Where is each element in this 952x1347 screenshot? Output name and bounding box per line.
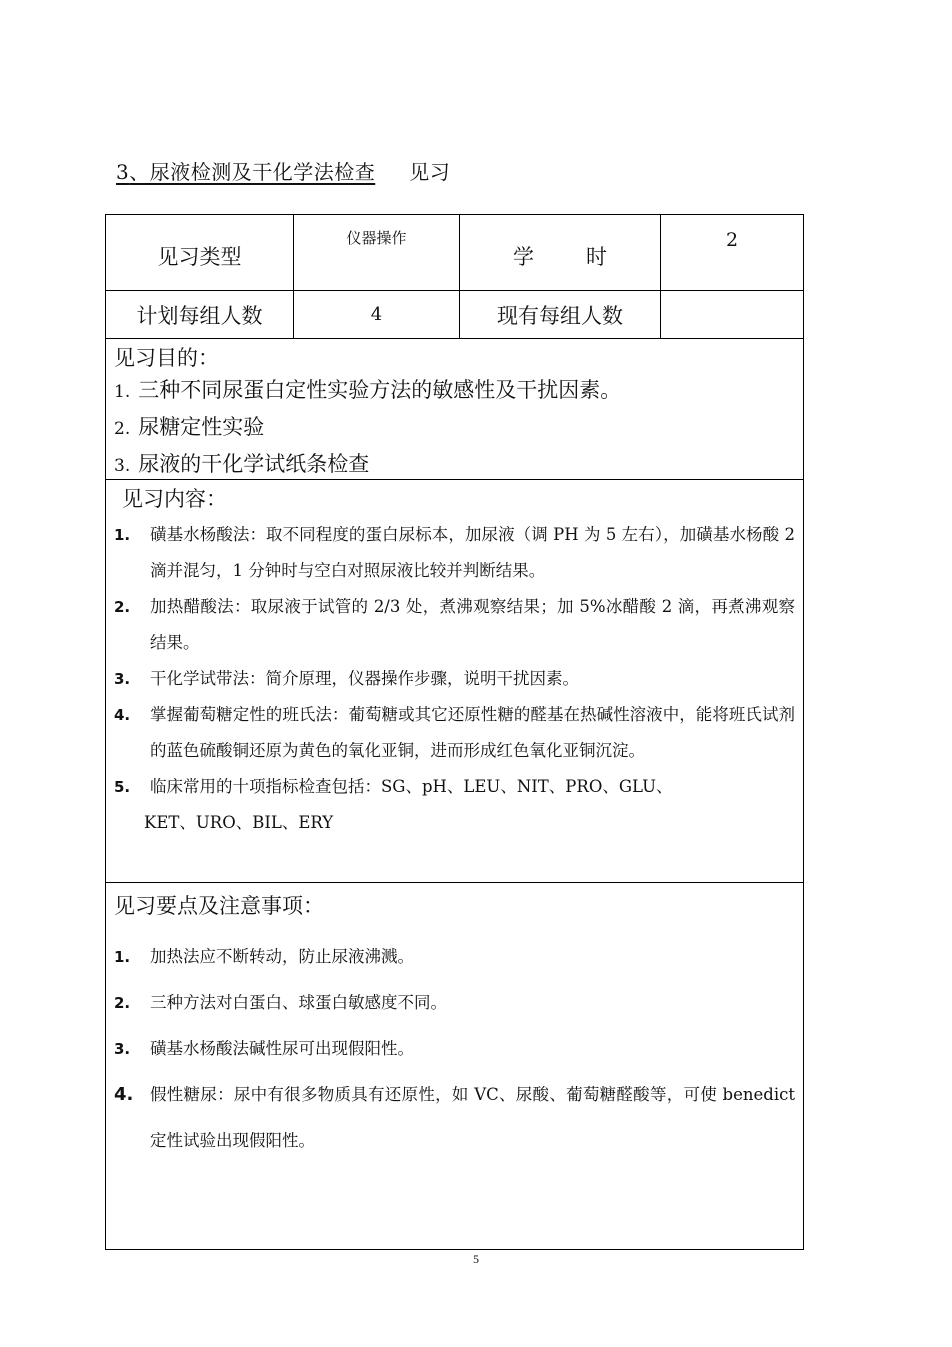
notes-section: [106, 882, 803, 1249]
current-label: 现有每组人数: [497, 303, 623, 328]
note-item: [114, 934, 803, 980]
planned-label: 计划每组人数: [136, 303, 263, 328]
content-item: [114, 589, 803, 661]
goal-item-text: 三种不同尿蛋白定性实验方法的敏感性及干扰因素。: [138, 378, 622, 402]
section-title-text: 、尿液检测及干化学法检查: [129, 160, 376, 184]
note-item-text: 加热法应不断转动，防止尿液沸溅。: [150, 947, 414, 966]
hours-label-2: 时: [586, 244, 607, 269]
note-item-number: 2.: [114, 994, 131, 1012]
content-section: [106, 479, 803, 882]
current-label-cell: [459, 291, 660, 338]
content-item-number: 4.: [114, 706, 131, 724]
planned-label-cell: [106, 291, 293, 338]
planned-value-cell: [293, 291, 459, 338]
practice-form-table: [105, 214, 804, 1250]
content-item-text: 临床常用的十项指标检查包括：SG、pH、LEU、NIT、PRO、GLU、: [150, 777, 673, 796]
content-item-number: 5.: [114, 778, 131, 796]
page-number: 5: [473, 1252, 479, 1266]
hours-value: 2: [725, 229, 739, 251]
goal-item-number: 3.: [114, 456, 131, 476]
note-item: [114, 980, 803, 1026]
table-row-group-size: [106, 290, 803, 338]
current-value-cell: [660, 291, 803, 338]
note-item-text: 假性糖尿：尿中有很多物质具有还原性，如 VC、尿酸、葡萄糖醛酸等，可使 benedict 定性试验出现假阳性。: [150, 1085, 795, 1150]
goals-heading: 见习目的：: [114, 346, 219, 370]
content-item: [114, 769, 803, 805]
content-item-number: 3.: [114, 670, 131, 688]
goal-item-text: 尿液的干化学试纸条检查: [138, 452, 370, 476]
goals-section: [106, 338, 803, 479]
table-row-type: [106, 215, 803, 290]
content-item-text: 掌握葡萄糖定性的班氏法：葡萄糖或其它还原性糖的醛基在热碱性溶液中，能将班氏试剂的蓝色硫酸铜还原为黄色的氧化亚铜，进而形成红色氧化亚铜沉淀。: [150, 705, 795, 760]
section-title-number: 3: [116, 160, 130, 184]
hours-label-1: 学: [513, 244, 534, 269]
content-item-text: 磺基水杨酸法：取不同程度的蛋白尿标本，加尿液（调 PH 为 5 左右），加磺基水杨酸 2 滴并混匀，1 分钟时与空白对照尿液比较并判断结果。: [150, 525, 795, 580]
type-value: 仪器操作: [346, 229, 407, 247]
note-item-text: 三种方法对白蛋白、球蛋白敏感度不同。: [150, 993, 447, 1012]
note-item-number: 3.: [114, 1040, 131, 1058]
goal-item-number: 2.: [114, 419, 131, 439]
note-item: [114, 1026, 803, 1072]
note-item-text: 磺基水杨酸法碱性尿可出现假阳性。: [150, 1039, 414, 1058]
hours-value-cell: [660, 215, 803, 290]
note-item-number: 1.: [114, 948, 131, 966]
content-item: [114, 517, 803, 589]
content-item: [114, 697, 803, 769]
goal-item: [114, 373, 803, 410]
content-item-number: 2.: [114, 598, 131, 616]
goal-item-number: 1.: [114, 382, 131, 402]
content-item-number: 1.: [114, 526, 131, 544]
content-item-continuation: KET、URO、BIL、ERY: [144, 813, 334, 832]
note-item: [114, 1072, 803, 1164]
note-item-number: 4.: [114, 1084, 134, 1105]
type-value-cell: [293, 215, 459, 290]
content-item-text: 干化学试带法：简介原理，仪器操作步骤，说明干扰因素。: [150, 669, 579, 688]
content-heading: 见习内容：: [122, 487, 227, 511]
planned-value: 4: [370, 304, 383, 325]
section-title: [116, 156, 450, 185]
content-item: [114, 661, 803, 697]
goal-item-text: 尿糖定性实验: [138, 415, 265, 439]
type-label-cell: [106, 215, 293, 290]
hours-label-cell: [459, 215, 660, 290]
notes-heading: 见习要点及注意事项：: [114, 894, 324, 918]
section-title-suffix: 见习: [409, 160, 451, 184]
content-item-text: 加热醋酸法：取尿液于试管的 2/3 处，煮沸观察结果；加 5%冰醋酸 2 滴，再煮沸观察结果。: [150, 597, 795, 652]
type-label: 见习类型: [157, 244, 242, 269]
goal-item: [114, 410, 803, 447]
